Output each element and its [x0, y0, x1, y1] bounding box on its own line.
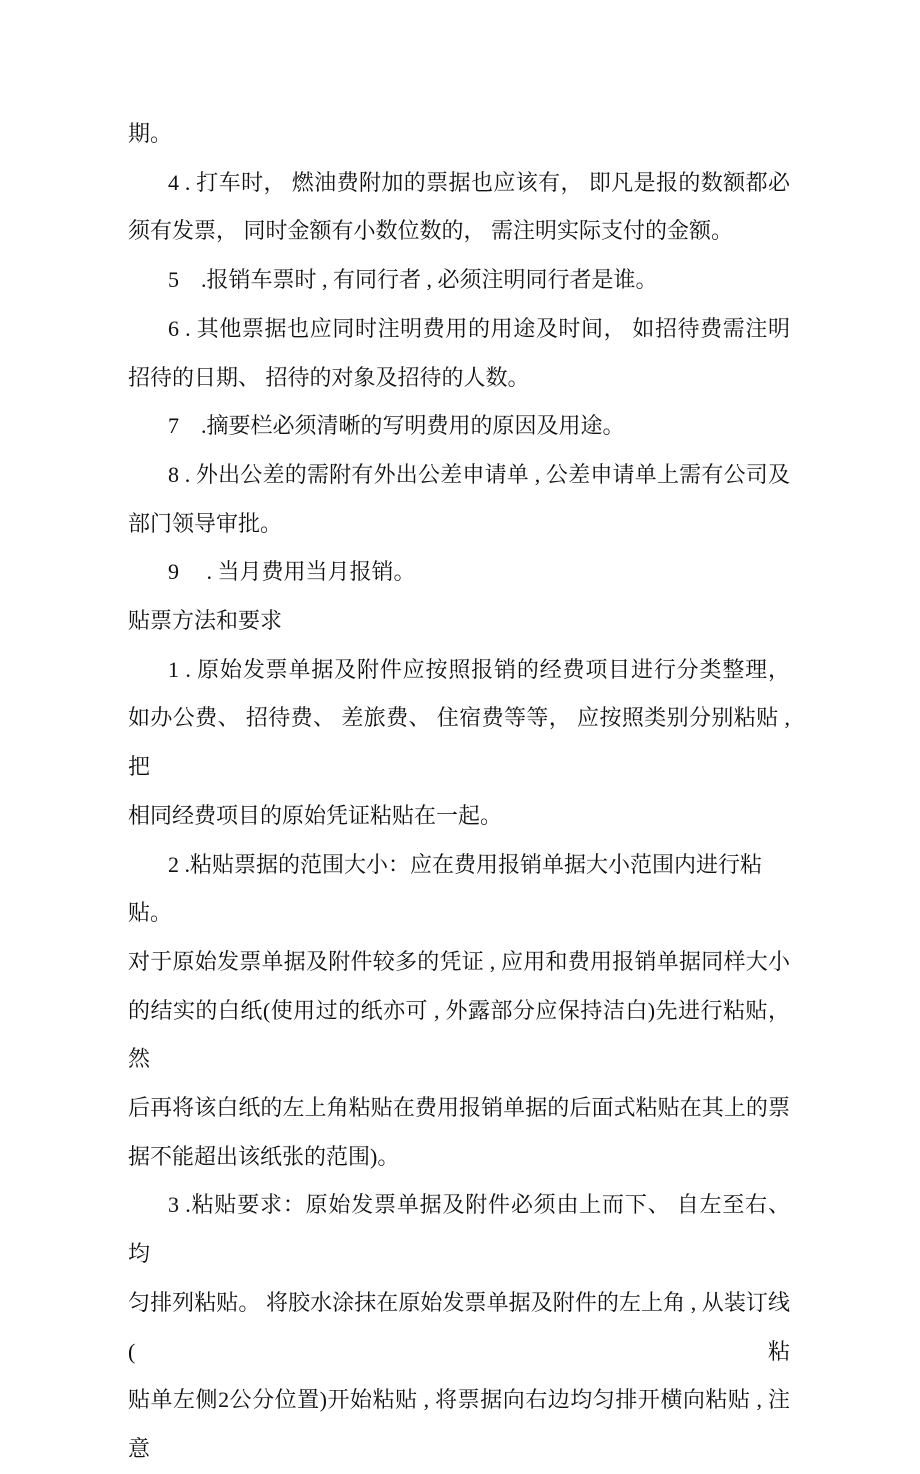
text-line: 7 .摘要栏必须清晰的写明费用的原因及用途。 [168, 413, 625, 439]
text-line: 5 .报销车票时 , 有同行者 , 必须注明同行者是谁。 [168, 267, 658, 293]
text-line: 据不能超出该纸张的范围)。 [128, 1143, 400, 1169]
text-line: 相同经费项目的原始凭证粘贴在一起。 [128, 802, 503, 828]
text-line: 对于原始发票单据及附件较多的凭证 , 应用和费用报销单据同样大小 [128, 948, 790, 974]
text-line: 部门领导审批。 [128, 510, 283, 536]
text-line: 6 . 其他票据也应同时注明费用的用途及时间， 如招待费需注明 [168, 315, 790, 341]
text-line: 2 .粘贴票据的范围大小：应在费用报销单据大小范围内进行粘贴。 [128, 851, 763, 926]
text-line: 期。 [128, 121, 173, 146]
text-line: 须有发票， 同时金额有小数位数的， 需注明实际支付的金额。 [128, 218, 734, 244]
text-line: 的结实的白纸(使用过的纸亦可 , 外露部分应保持洁白)先进行粘贴， 然 [128, 997, 790, 1072]
text-line: 匀排列粘贴。 将胶水涂抹在原始发票单据及附件的左上角 , 从装订线(粘 [128, 1289, 790, 1364]
document-text-block [128, 110, 790, 1474]
text-line: 9 . 当月费用当月报销。 [168, 559, 416, 585]
text-line: 1 . 原始发票单据及附件应按照报销的经费项目进行分类整理， [168, 656, 790, 682]
text-line: 招待的日期、 招待的对象及招待的人数。 [128, 364, 530, 390]
text-line: 如办公费、 招待费、 差旅费、 住宿费等等， 应按照类别分别粘贴 , 把 [128, 705, 790, 780]
text-line: 3 .粘贴要求：原始发票单据及附件必须由上而下、 自左至右、 均 [128, 1192, 790, 1267]
text-line: 后再将该白纸的左上角粘贴在费用报销单据的后面式粘贴在其上的票 [128, 1095, 790, 1121]
text-line: 8 . 外出公差的需附有外出公差申请单 , 公差申请单上需有公司及 [168, 461, 790, 487]
text-line: 贴单左侧2公分位置)开始粘贴 , 将票据向右边均匀排开横向粘贴 , 注意 [128, 1387, 790, 1461]
text-line: 贴票方法和要求 [128, 608, 283, 634]
text-line: 4 . 打车时， 燃油费附加的票据也应该有， 即凡是报的数额都必 [168, 169, 790, 195]
